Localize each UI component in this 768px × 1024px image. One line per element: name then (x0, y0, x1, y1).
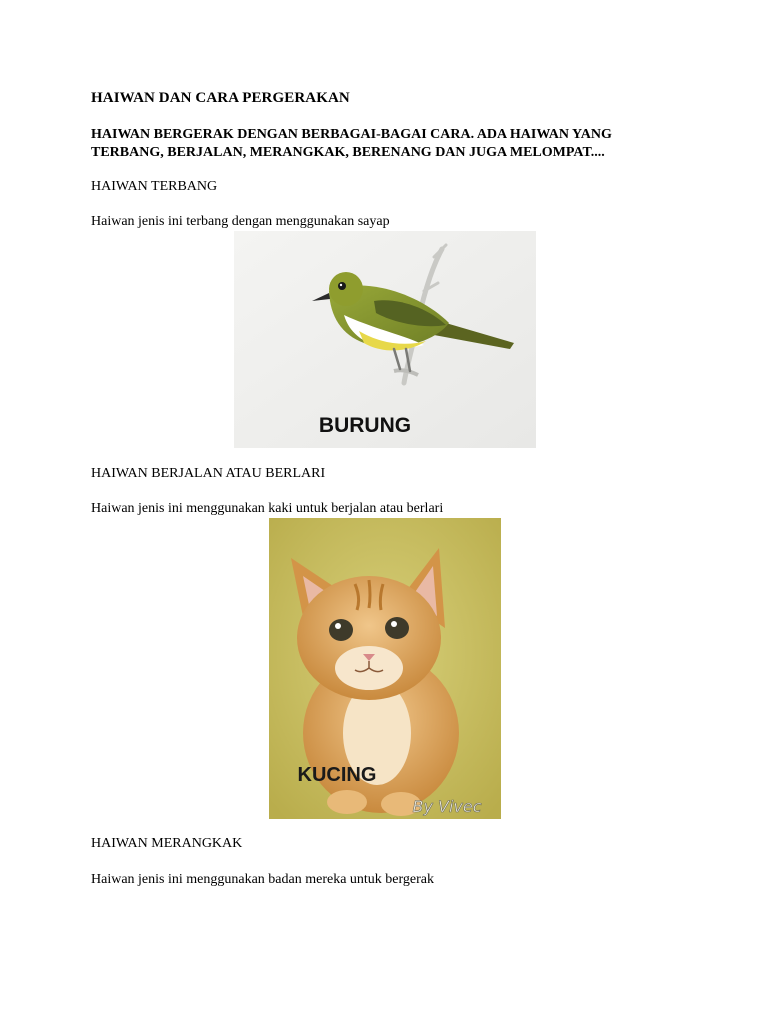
section-description-merangkak: Haiwan jenis ini menggunakan badan mereka untuk bergerak (91, 872, 435, 887)
document-title: HAIWAN DAN CARA PERGERAKAN (91, 90, 350, 106)
section-heading-merangkak: HAIWAN MERANGKAK (91, 836, 243, 851)
cat-image-credit: By Vivec (412, 797, 482, 816)
section-description-terbang: Haiwan jenis ini terbang dengan menggunakan sayap (91, 214, 390, 229)
cat-image-label: KUCING (297, 764, 377, 786)
intro-line-1: HAIWAN BERGERAK DENGAN BERBAGAI-BAGAI CARA. ADA HAIWAN YANG (91, 127, 612, 142)
cat-image (269, 518, 501, 819)
intro-paragraph (91, 126, 691, 162)
bird-illustration (234, 231, 536, 448)
section-heading-berjalan: HAIWAN BERJALAN ATAU BERLARI (91, 466, 326, 481)
intro-line-2: TERBANG, BERJALAN, MERANGKAK, BERENANG DAN JUGA MELOMPAT.... (91, 145, 605, 160)
section-description-berjalan: Haiwan jenis ini menggunakan kaki untuk berjalan atau berlari (91, 501, 444, 516)
section-heading-terbang: HAIWAN TERBANG (91, 179, 218, 194)
bird-image-label: BURUNG (318, 414, 412, 437)
cat-illustration (269, 518, 501, 819)
bird-image (234, 231, 536, 448)
